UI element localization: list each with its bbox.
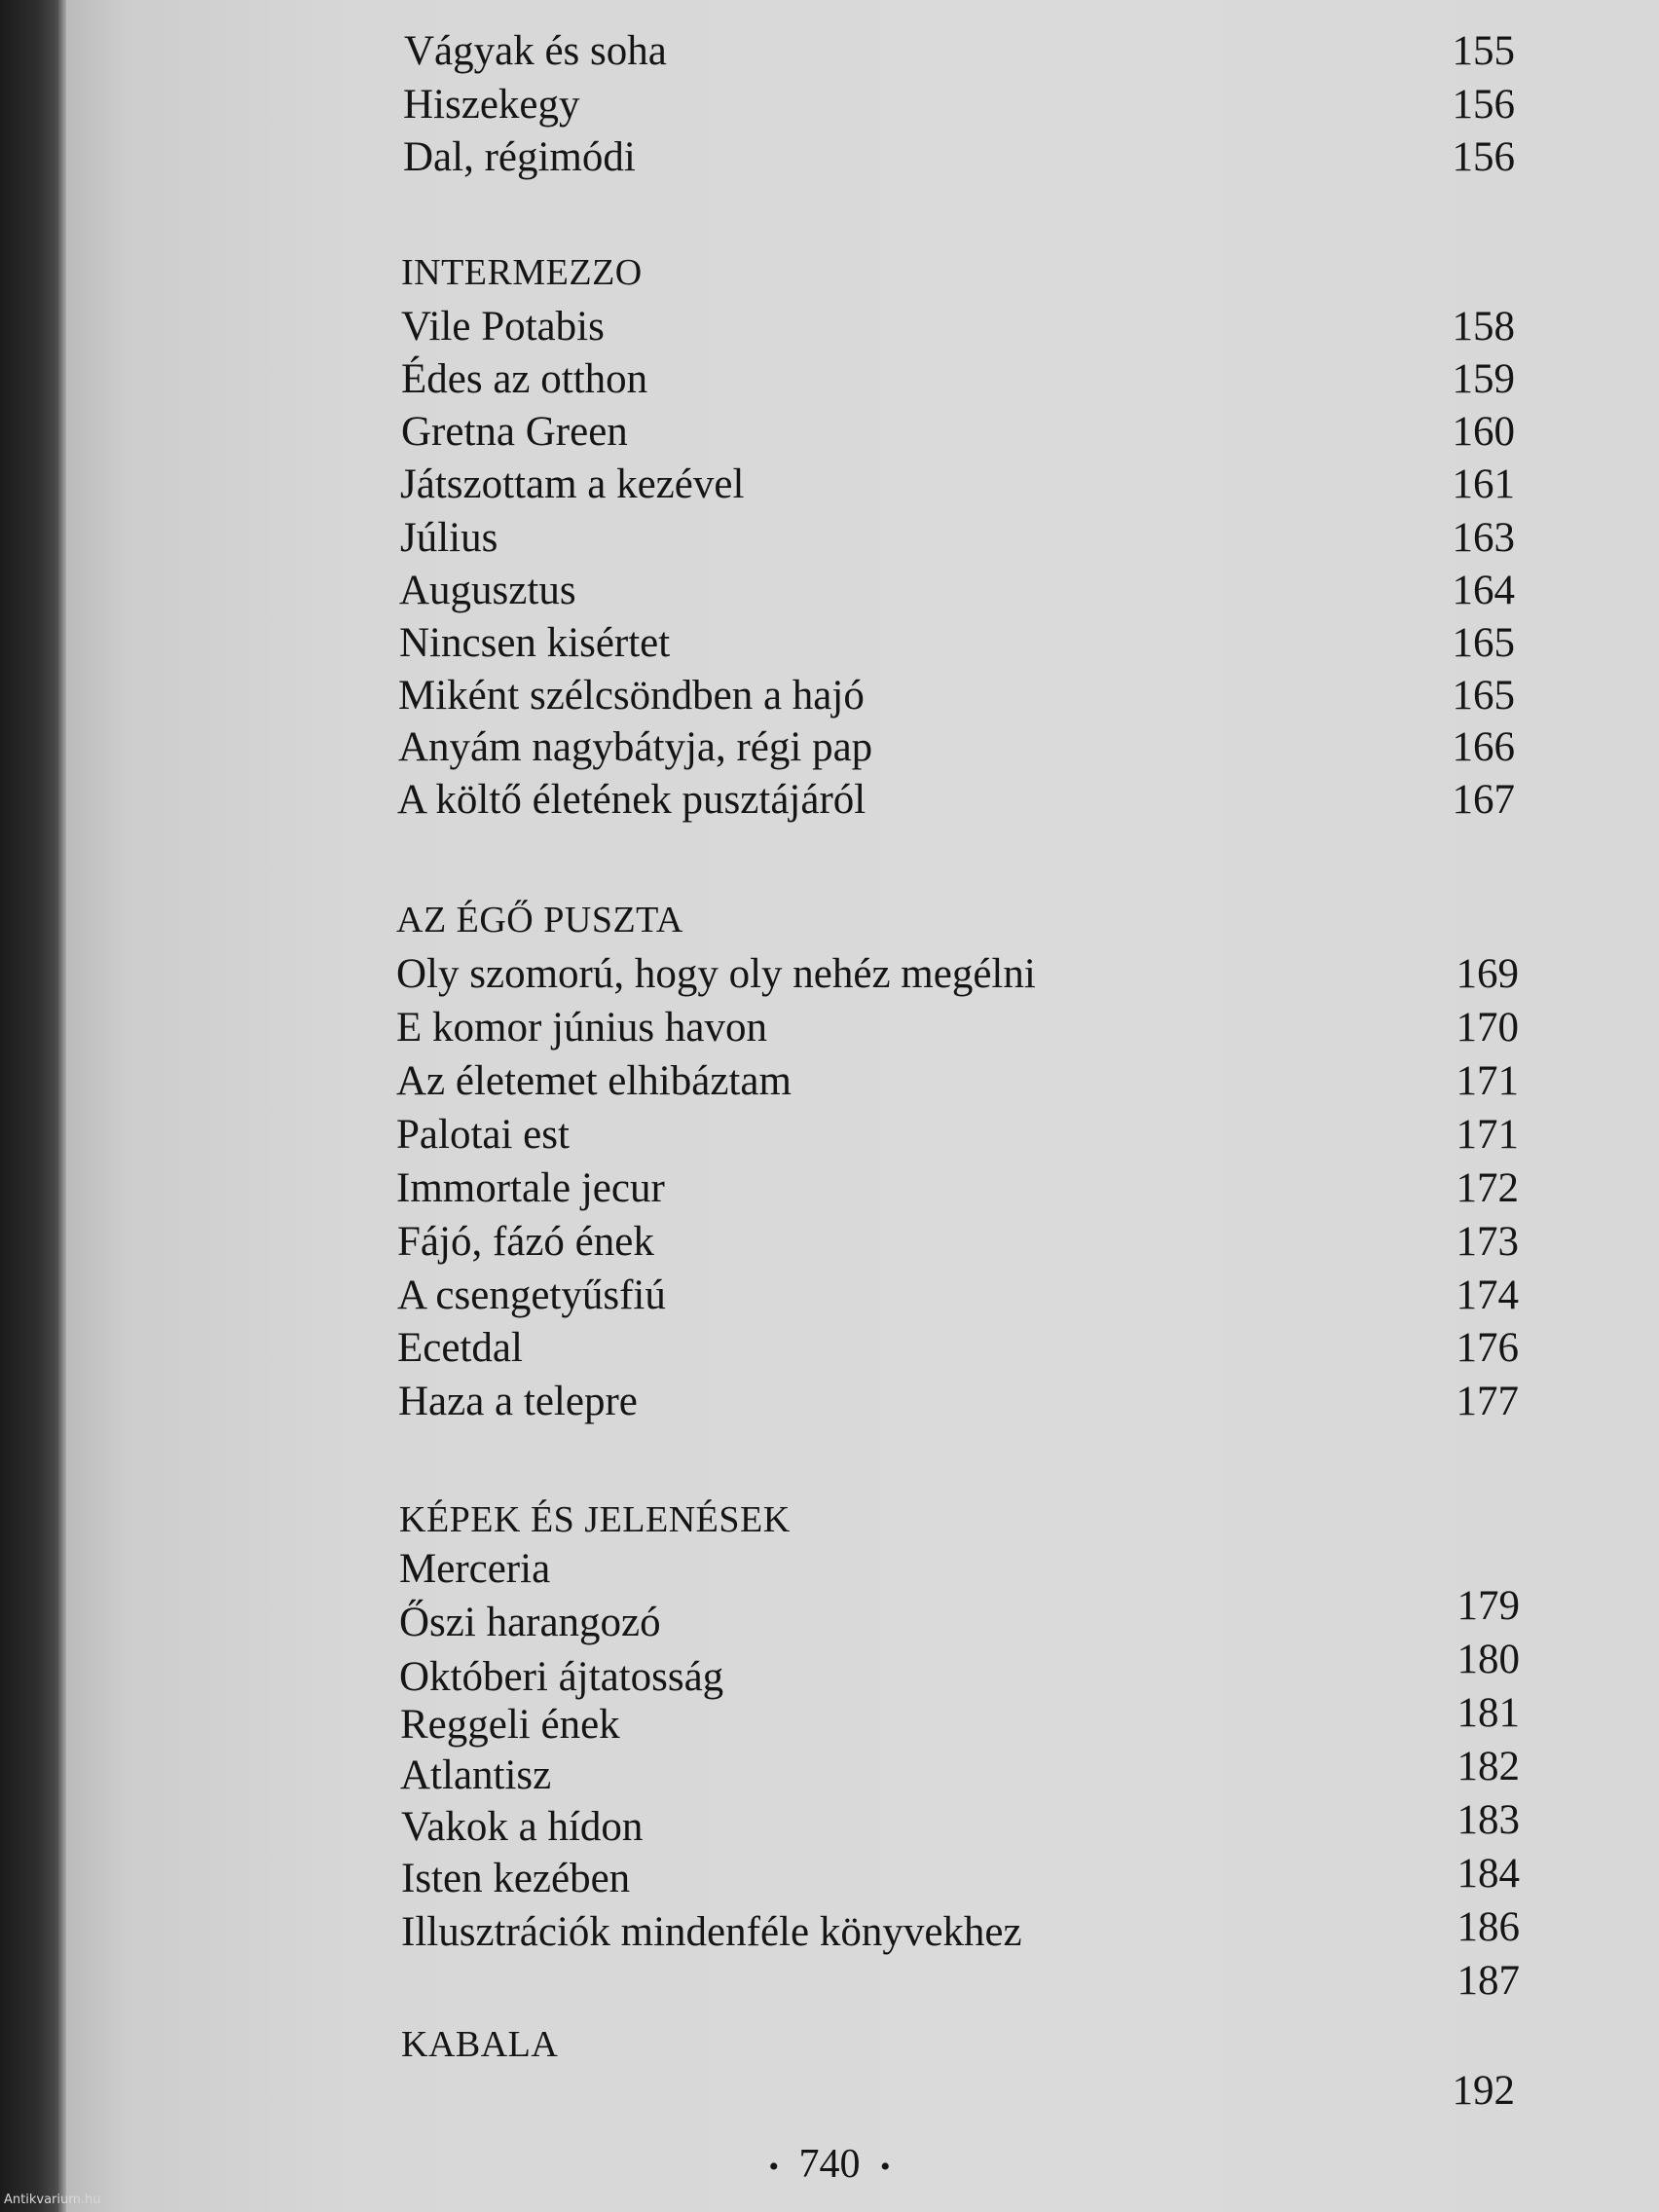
toc-entry-page: 161 — [1452, 461, 1515, 507]
toc-entry-page: 156 — [1452, 82, 1515, 128]
toc-entry-page: 156 — [1452, 134, 1515, 180]
toc-entry-page: 182 — [1456, 1744, 1520, 1789]
toc-entry — [0, 512, 1659, 565]
toc-entry — [0, 670, 1659, 722]
section-heading: INTERMEZZO — [401, 252, 643, 293]
toc-entry-title: Anyám nagybátyja, régi pap — [398, 724, 873, 770]
toc-entry-title: Fájó, fázó ének — [397, 1219, 654, 1265]
toc-entry — [0, 721, 1659, 774]
toc-entry-title: Július — [400, 515, 498, 561]
toc-entry-page: 183 — [1456, 1797, 1520, 1843]
toc-entry — [0, 1906, 1659, 2004]
toc-entry — [0, 301, 1659, 353]
toc-entry-title: Dal, régimódi — [403, 134, 636, 180]
toc-entry-title: Miként szélcsöndben a hajó — [398, 673, 865, 719]
toc-entry-page: 167 — [1452, 777, 1515, 823]
toc-entry-page: 174 — [1456, 1272, 1519, 1318]
toc-entry-page: 186 — [1456, 1904, 1520, 1950]
toc-entry — [0, 1322, 1659, 1375]
toc-entry-title: A csengetyűsfiú — [397, 1272, 666, 1318]
toc-entry-page: 164 — [1452, 568, 1515, 613]
toc-entry-title: Vágyak és soha — [404, 28, 667, 74]
toc-entry-page: 180 — [1456, 1637, 1520, 1682]
toc-entry-page: 155 — [1452, 28, 1515, 74]
toc-entry — [0, 353, 1659, 406]
toc-entry — [0, 1055, 1659, 1108]
toc-entry-page: 165 — [1452, 620, 1515, 666]
toc-entry-title: Őszi harangozó — [399, 1600, 661, 1645]
toc-entry-title: Vakok a hídon — [401, 1804, 644, 1850]
toc-entry — [0, 25, 1659, 78]
toc-entry — [0, 1270, 1659, 1322]
toc-entry-title: Atlantisz — [400, 1752, 552, 1798]
toc-entry-title: Nincsen kisértet — [399, 620, 671, 666]
toc-entry-title: A költő életének pusztájáról — [397, 777, 866, 823]
toc-entry-title: Reggeli ének — [400, 1702, 620, 1748]
toc-entry-page: 173 — [1456, 1219, 1519, 1265]
footer-dot-left: • — [768, 2151, 779, 2184]
toc-entry-page: 184 — [1456, 1851, 1520, 1897]
toc-entry-page: 163 — [1452, 515, 1515, 561]
toc-entry-title: Játszottam a kezével — [400, 461, 745, 507]
toc-entry — [0, 1376, 1659, 1428]
toc-entry — [0, 1216, 1659, 1269]
toc-entry-page: 187 — [1456, 1958, 1520, 2004]
footer-dot-right: • — [880, 2151, 891, 2184]
toc-entry — [0, 1002, 1659, 1054]
toc-entry — [0, 948, 1659, 1001]
toc-entry-title: Októberi ájtatosság — [399, 1654, 724, 1700]
toc-entry-page: 165 — [1452, 673, 1515, 719]
toc-entry — [0, 565, 1659, 617]
section-heading: KÉPEK ÉS JELENÉSEK — [399, 1499, 791, 1540]
toc-entry — [0, 459, 1659, 511]
toc-entry-title: Merceria — [399, 1546, 551, 1592]
toc-entry-page: 181 — [1456, 1690, 1520, 1736]
section-heading: KABALA — [401, 2024, 559, 2065]
toc-entry-title: Augusztus — [399, 568, 576, 613]
toc-entry-title: Ecetdal — [397, 1325, 523, 1371]
toc-entry-page: 160 — [1452, 409, 1515, 455]
toc-entry-page: 176 — [1456, 1325, 1519, 1371]
toc-entry-title: Édes az otthon — [401, 356, 648, 402]
toc-entry-page: 158 — [1452, 304, 1515, 350]
toc-entry-page: 192 — [1452, 2068, 1515, 2114]
toc-entry — [0, 1162, 1659, 1215]
toc-entry-page: 169 — [1456, 951, 1519, 997]
toc-entry — [0, 774, 1659, 827]
toc-entry-page: 172 — [1456, 1165, 1519, 1211]
toc-entry-title: Az életemet elhibáztam — [396, 1058, 792, 1104]
toc-entry-page: 171 — [1456, 1112, 1519, 1158]
toc-entry — [0, 131, 1659, 184]
toc-entry — [0, 2020, 1659, 2114]
watermark: Antikvarium.hu — [4, 2193, 101, 2207]
toc-entry-title: Haza a telepre — [398, 1379, 638, 1424]
toc-entry-title: Illusztrációk mindenféle könyvekhez — [401, 1909, 1022, 1955]
toc-entry-page: 171 — [1456, 1058, 1519, 1104]
toc-entry-title: Immortale jecur — [396, 1165, 665, 1211]
section-heading: AZ ÉGŐ PUSZTA — [396, 900, 683, 940]
toc-entry-page: 179 — [1456, 1583, 1520, 1629]
toc-entry-page: 170 — [1456, 1005, 1519, 1051]
page-number: 740 — [798, 2142, 861, 2187]
toc-entry-page: 177 — [1456, 1379, 1519, 1424]
toc-entry-title: E komor június havon — [396, 1005, 767, 1051]
toc-entry-page: 166 — [1452, 724, 1515, 770]
toc-entry-title: Palotai est — [396, 1112, 570, 1158]
toc-entry-title: Gretna Green — [401, 409, 628, 455]
page-footer — [0, 2140, 1659, 2192]
toc-entry-title: Hiszekegy — [403, 82, 580, 128]
toc-entry-title: Vile Potabis — [401, 304, 605, 350]
toc-entry-title: Oly szomorú, hogy oly nehéz megélni — [396, 951, 1036, 997]
toc-entry — [0, 406, 1659, 459]
toc-entry — [0, 1109, 1659, 1161]
toc-entry — [0, 617, 1659, 670]
toc-entry — [0, 79, 1659, 131]
toc-entry-page: 159 — [1452, 356, 1515, 402]
toc-entry-title: Isten kezében — [401, 1856, 631, 1901]
